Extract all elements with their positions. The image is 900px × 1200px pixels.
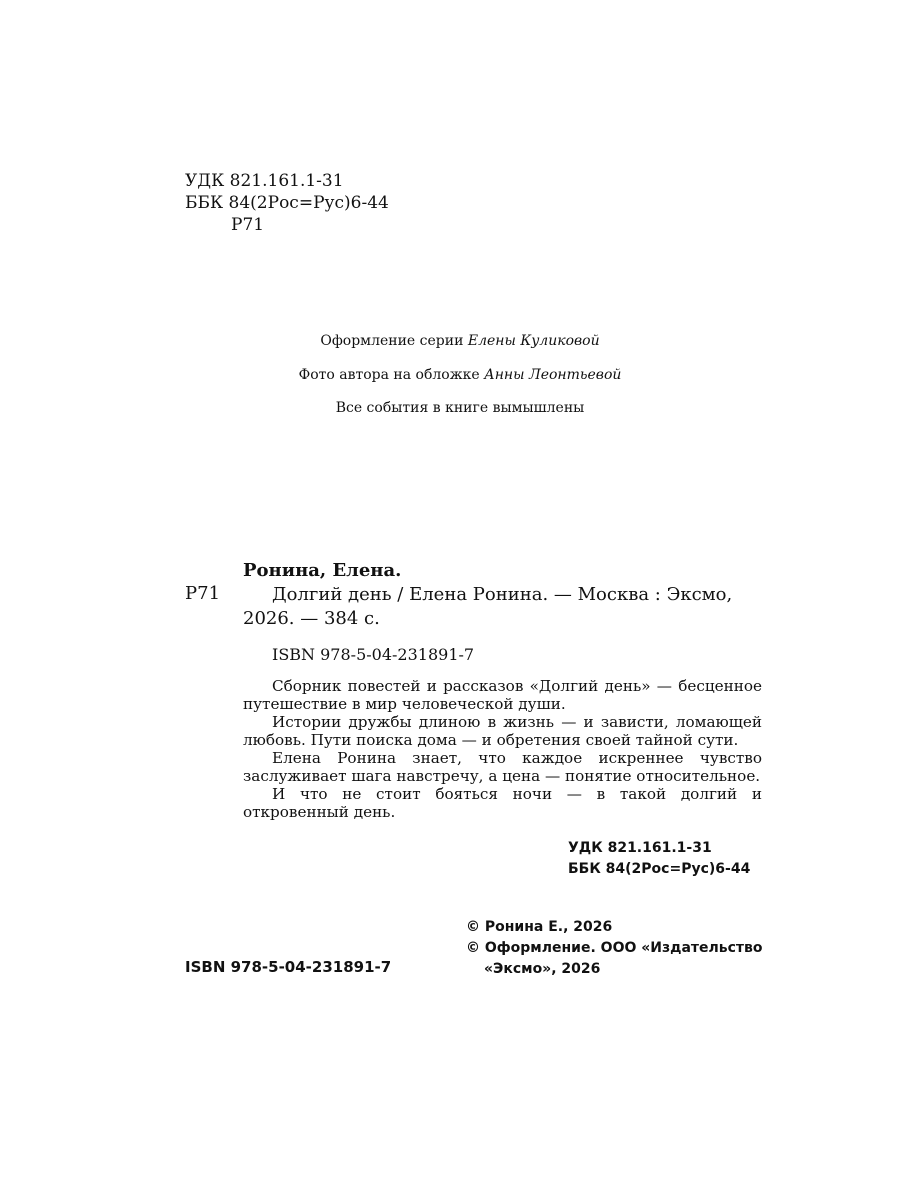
author-heading: Ронина, Елена. bbox=[243, 560, 402, 581]
series-design-label: Оформление серии bbox=[320, 333, 468, 349]
annotation-paragraph: Истории дружбы длиною в жизнь — и зависти, ломающей любовь. Пути поиска дома — и обретения своей тайной сути. bbox=[243, 713, 762, 749]
annotation-paragraph: Сборник повестей и рассказов «Долгий день» — бесценное путешествие в мир человеческой души. bbox=[243, 677, 762, 713]
annotation-paragraph: И что не стоит бояться ночи — в такой долгий и откровенный день. bbox=[243, 785, 762, 821]
annotation-paragraph: Елена Ронина знает, что каждое искреннее чувство заслуживает шага навстречу, а цена — понятие относительное. bbox=[243, 749, 762, 785]
title-entry bbox=[243, 583, 763, 631]
isbn-footer: ISBN 978-5-04-231891-7 bbox=[185, 958, 392, 976]
series-design-name: Елены Куликовой bbox=[467, 333, 600, 349]
bibliographic-author-mark: Р71 bbox=[185, 583, 221, 604]
series-design-credit bbox=[0, 333, 900, 349]
bbk-code-bottom: ББК 84(2Рос=Рус)6-44 bbox=[568, 861, 751, 877]
copyright-design-line1: © Оформление. ООО «Издательство bbox=[466, 940, 763, 956]
bbk-code: ББК 84(2Рос=Рус)6-44 bbox=[185, 193, 389, 213]
cover-photo-label: Фото автора на обложке bbox=[298, 367, 485, 383]
author-mark: Р71 bbox=[231, 215, 265, 235]
udk-code-bottom: УДК 821.161.1-31 bbox=[568, 840, 712, 856]
cover-photo-credit bbox=[0, 367, 900, 383]
cover-photo-name: Анны Леонтьевой bbox=[484, 367, 622, 383]
classification-codes-top bbox=[185, 170, 389, 236]
isbn-bibliographic: ISBN 978-5-04-231891-7 bbox=[272, 645, 475, 664]
title-entry-text: Долгий день / Елена Ронина. — Москва : Эксмо, 2026. — 384 с. bbox=[243, 584, 733, 629]
annotation bbox=[243, 677, 762, 821]
copyright-author: © Ронина Е., 2026 bbox=[466, 919, 613, 935]
copyright-block bbox=[466, 917, 763, 980]
copyright-design-line2: «Эксмо», 2026 bbox=[484, 961, 601, 977]
fiction-note: Все события в книге вымышлены bbox=[335, 400, 585, 416]
udk-code: УДК 821.161.1-31 bbox=[185, 171, 344, 191]
classification-codes-bottom bbox=[568, 838, 750, 880]
